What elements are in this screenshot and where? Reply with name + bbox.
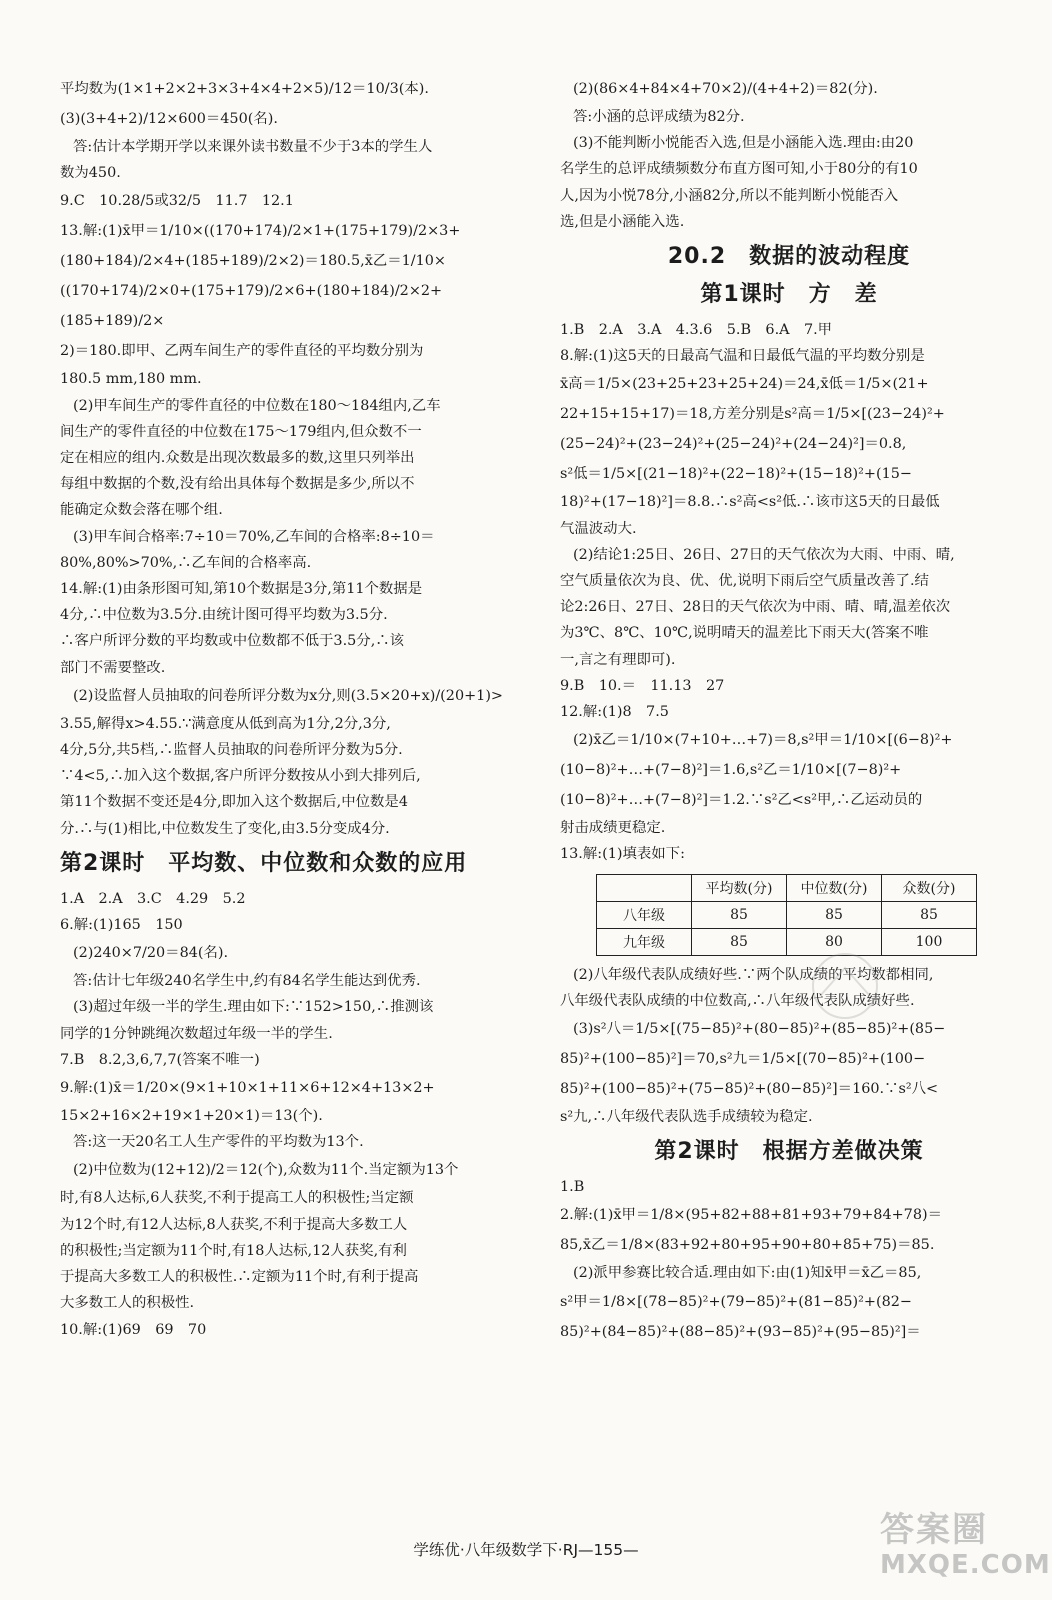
answer-line: 1.B 2.A 3.A 4.3.6 5.B 6.A 7.甲 xyxy=(560,322,833,339)
answer-line: (3)(3+4+2)/12×600＝450(名). xyxy=(60,111,278,127)
section-heading: 第1课时 方 差 xyxy=(700,282,878,308)
answer-line: (2)设监督人员抽取的问卷所评分数为x分,则(3.5×20+x)/(20+1)> xyxy=(72,687,503,704)
watermark-logo xyxy=(880,1510,1051,1592)
answer-line: 2)＝180.即甲、乙两车间生产的零件直径的平均数分别为 xyxy=(60,343,424,360)
table-cell: 85 xyxy=(692,901,787,928)
table-cell: 八年级 xyxy=(597,901,692,928)
answer-line: 85)²+(100−85)²+(75−85)²+(80−85)²]＝160.∵s²八< xyxy=(560,1081,939,1098)
table-cell: 85 xyxy=(787,901,882,928)
answer-line: 八年级代表队成绩的中位数高,∴八年级代表队成绩好些. xyxy=(560,992,915,1009)
answer-line: 气温波动大. xyxy=(560,520,637,537)
answer-line: (2)八年级代表队成绩好些.∵两个队成绩的平均数都相同, xyxy=(572,966,934,983)
answer-line: 能确定众数会落在哪个组. xyxy=(60,502,223,519)
answer-line: 同学的1分钟跳绳次数超过年级一半的学生. xyxy=(60,1025,333,1042)
answer-line: 为12个时,有12人达标,8人获奖,不利于提高大多数工人 xyxy=(60,1216,408,1233)
answer-line: 为3℃、8℃、10℃,说明晴天的温差比下雨天大(答案不唯 xyxy=(560,625,929,642)
answer-line: 7.B 8.2,3,6,7,7(答案不唯一) xyxy=(60,1051,260,1068)
answer-line: 第11个数据不变还是4分,即加入这个数据后,中位数是4 xyxy=(60,794,408,811)
answer-line: 1.B xyxy=(560,1179,585,1196)
section-heading: 20.2 数据的波动程度 xyxy=(667,244,911,270)
answer-line: 间生产的零件直径的中位数在175～179组内,但众数不一 xyxy=(60,423,422,440)
table-header-cell: 众数(分) xyxy=(882,874,977,901)
answer-line: 18)²+(17−18)²]＝8.8.∴s²高<s²低.∴该市这5天的日最低 xyxy=(560,494,940,511)
answer-line: 数为450. xyxy=(60,165,121,182)
answer-line: 答:这一天20名工人生产零件的平均数为13个. xyxy=(72,1134,364,1151)
answer-line: 9.C 10.28/5或32/5 11.7 12.1 xyxy=(60,193,294,210)
answer-line: 1.A 2.A 3.C 4.29 5.2 xyxy=(60,890,246,907)
answer-line: (2)甲车间生产的零件直径的中位数在180～184组内,乙车 xyxy=(72,397,441,414)
answer-line: 一,言之有理即可). xyxy=(560,651,676,668)
table-header-cell xyxy=(597,874,692,901)
answer-line: 13.解:(1)填表如下: xyxy=(560,846,685,863)
watermark-line2: MXQE.COM xyxy=(880,1550,1051,1580)
answer-line: 85)²+(100−85)²]＝70,s²九＝1/5×[(70−85)²+(100− xyxy=(560,1051,926,1068)
table-header-row xyxy=(597,874,977,901)
answer-line: 22+15+15+17)＝18,方差分别是s²高＝1/5×[(23−24)²+ xyxy=(560,406,945,423)
table-cell: 100 xyxy=(882,928,977,955)
answer-line: (3)甲车间合格率:7÷10＝70%,乙车间的合格率:8÷10＝ xyxy=(72,528,435,545)
answer-line: 14.解:(1)由条形图可知,第10个数据是3分,第11个数据是 xyxy=(60,581,423,598)
page-footer: 学练优·八年级数学下·RJ—155— xyxy=(413,1541,639,1559)
answer-line: 平均数为(1×1+2×2+3×3+4×4+2×5)/12＝10/3(本). xyxy=(60,81,429,97)
answer-line: 13.解:(1)x̄甲＝1/10×((170+174)/2×1+(175+179)/2×3+ xyxy=(60,223,461,240)
answer-line: 选,但是小涵能入选. xyxy=(560,213,685,230)
answer-line: 分.∴与(1)相比,中位数发生了变化,由3.5分变成4分. xyxy=(60,820,390,837)
table-cell: 85 xyxy=(882,901,977,928)
section-heading: 第2课时 平均数、中位数和众数的应用 xyxy=(60,850,468,876)
right-column xyxy=(560,74,1018,1347)
answer-line: x̄高＝1/5×(23+25+23+25+24)＝24,x̄低＝1/5×(21+ xyxy=(560,376,929,393)
answer-line: 15×2+16×2+19×1+20×1)＝13(个). xyxy=(60,1108,323,1125)
answer-line: (3)不能判断小悦能否入选,但是小涵能入选.理由:由20 xyxy=(572,135,914,152)
answer-line: 9.B 10.＝ 11.13 27 xyxy=(560,677,725,694)
score-table xyxy=(596,874,977,956)
table-row xyxy=(597,928,977,955)
answer-line: 时,有8人达标,6人获奖,不利于提高工人的积极性;当定额 xyxy=(60,1190,414,1207)
faint-stamp-icon xyxy=(800,946,890,1026)
answer-line: (2)派甲参赛比较合适.理由如下:由(1)知x̄甲＝x̄乙＝85, xyxy=(572,1265,922,1282)
answer-line: 于提高大多数工人的积极性.∴定额为11个时,有利于提高 xyxy=(60,1269,419,1286)
table-header-cell: 平均数(分) xyxy=(692,874,787,901)
answer-line: 空气质量依次为良、优、优,说明下雨后空气质量改善了.结 xyxy=(560,573,929,590)
answer-line: 180.5 mm,180 mm. xyxy=(60,371,202,388)
answer-line: (2)240×7/20＝84(名). xyxy=(72,945,229,962)
table-cell: 80 xyxy=(787,928,882,955)
answer-line: 部门不需要整改. xyxy=(60,659,166,676)
answer-line: 80%,80%>70%,∴乙车间的合格率高. xyxy=(60,554,312,571)
table-row xyxy=(597,901,977,928)
answer-line: 答:估计七年级240名学生中,约有84名学生能达到优秀. xyxy=(72,973,421,990)
answer-line: 射击成绩更稳定. xyxy=(560,820,666,837)
answer-line: 答:小涵的总评成绩为82分. xyxy=(572,109,745,125)
answer-line: 人,因为小悦78分,小涵82分,所以不能判断小悦能否入 xyxy=(560,187,899,204)
answer-line: s²甲＝1/8×[(78−85)²+(79−85)²+(81−85)²+(82− xyxy=(560,1293,912,1310)
answer-line: (180+184)/2×4+(185+189)/2×2)＝180.5,x̄乙＝1/10× xyxy=(60,253,446,270)
answer-line: s²低＝1/5×[(21−18)²+(22−18)²+(15−18)²+(15− xyxy=(560,466,912,483)
answer-line: 2.解:(1)x̄甲＝1/8×(95+82+88+81+93+79+84+78)＝ xyxy=(560,1207,942,1224)
answer-line: (2)中位数为(12+12)/2＝12(个),众数为11个.当定额为13个 xyxy=(72,1162,459,1179)
answer-line: ∵4<5,∴加入这个数据,客户所评分数按从小到大排列后, xyxy=(60,768,421,785)
answer-line: 4分,∴中位数为3.5分.由统计图可得平均数为3.5分. xyxy=(60,607,388,624)
answer-line: (10−8)²+…+(7−8)²]＝1.6,s²乙＝1/10×[(7−8)²+ xyxy=(560,762,902,779)
answer-line: (3)s²八＝1/5×[(75−85)²+(80−85)²+(85−85)²+(85− xyxy=(572,1021,946,1038)
answer-line: ∴客户所评分数的平均数或中位数都不低于3.5分,∴该 xyxy=(60,633,405,650)
left-column xyxy=(60,74,522,1343)
answer-line: 85,x̄乙＝1/8×(83+92+80+95+90+80+85+75)＝85. xyxy=(560,1237,935,1254)
answer-line: 85)²+(84−85)²+(88−85)²+(93−85)²+(95−85)²]＝ xyxy=(560,1323,921,1340)
answer-line: 9.解:(1)x̄＝1/20×(9×1+10×1+11×6+12×4+13×2+ xyxy=(60,1080,435,1097)
answer-line: s²九,∴八年级代表队选手成绩较为稳定. xyxy=(560,1109,813,1126)
answer-line: (2)结论1:25日、26日、27日的天气依次为大雨、中雨、晴, xyxy=(572,546,955,563)
answer-line: 12.解:(1)8 7.5 xyxy=(560,704,669,721)
answer-line: 8.解:(1)这5天的日最高气温和日最低气温的平均数分别是 xyxy=(560,348,925,365)
answer-line: (2)(86×4+84×4+70×2)/(4+4+2)＝82(分). xyxy=(572,81,878,97)
answer-line: (3)超过年级一半的学生.理由如下:∵152>150,∴推测该 xyxy=(72,999,434,1016)
answer-line: 大多数工人的积极性. xyxy=(60,1295,195,1312)
answer-line: 4分,5分,共5档,∴监督人员抽取的问卷所评分数为5分. xyxy=(60,742,403,759)
answer-line: 名学生的总评成绩频数分布直方图可知,小于80分的有10 xyxy=(560,161,918,178)
answer-line: 3.55,解得x>4.55.∵满意度从低到高为1分,2分,3分, xyxy=(60,715,391,732)
watermark-line1: 答案圈 xyxy=(880,1510,988,1550)
answer-line: (10−8)²+…+(7−8)²]＝1.2.∵s²乙<s²甲,∴乙运动员的 xyxy=(560,792,923,809)
answer-line: (2)x̄乙＝1/10×(7+10+…+7)＝8,s²甲＝1/10×[(6−8)²+ xyxy=(572,732,953,749)
answer-line: 每组中数据的个数,没有给出具体每个数据是多少,所以不 xyxy=(60,476,415,493)
answer-line: (25−24)²+(23−24)²+(25−24)²+(24−24)²]＝0.8, xyxy=(560,436,907,453)
answer-line: 10.解:(1)69 69 70 xyxy=(60,1321,207,1338)
section-heading: 第2课时 根据方差做决策 xyxy=(654,1139,924,1165)
answer-line: 6.解:(1)165 150 xyxy=(60,917,183,934)
answer-line: 定在相应的组内.众数是出现次数最多的数,这里只列举出 xyxy=(60,450,415,467)
table-cell: 九年级 xyxy=(597,928,692,955)
answer-line: 的积极性;当定额为11个时,有18人达标,12人获奖,有利 xyxy=(60,1242,407,1259)
table-header-cell: 中位数(分) xyxy=(787,874,882,901)
answer-line: 论2:26日、27日、28日的天气依次为中雨、晴、晴,温差依次 xyxy=(560,599,951,616)
answer-line: ((170+174)/2×0+(175+179)/2×6+(180+184)/2×2+(185+189)/2× xyxy=(60,283,443,330)
table-cell: 85 xyxy=(692,928,787,955)
answer-line: 答:估计本学期开学以来课外读书数量不少于3本的学生人 xyxy=(72,139,433,155)
